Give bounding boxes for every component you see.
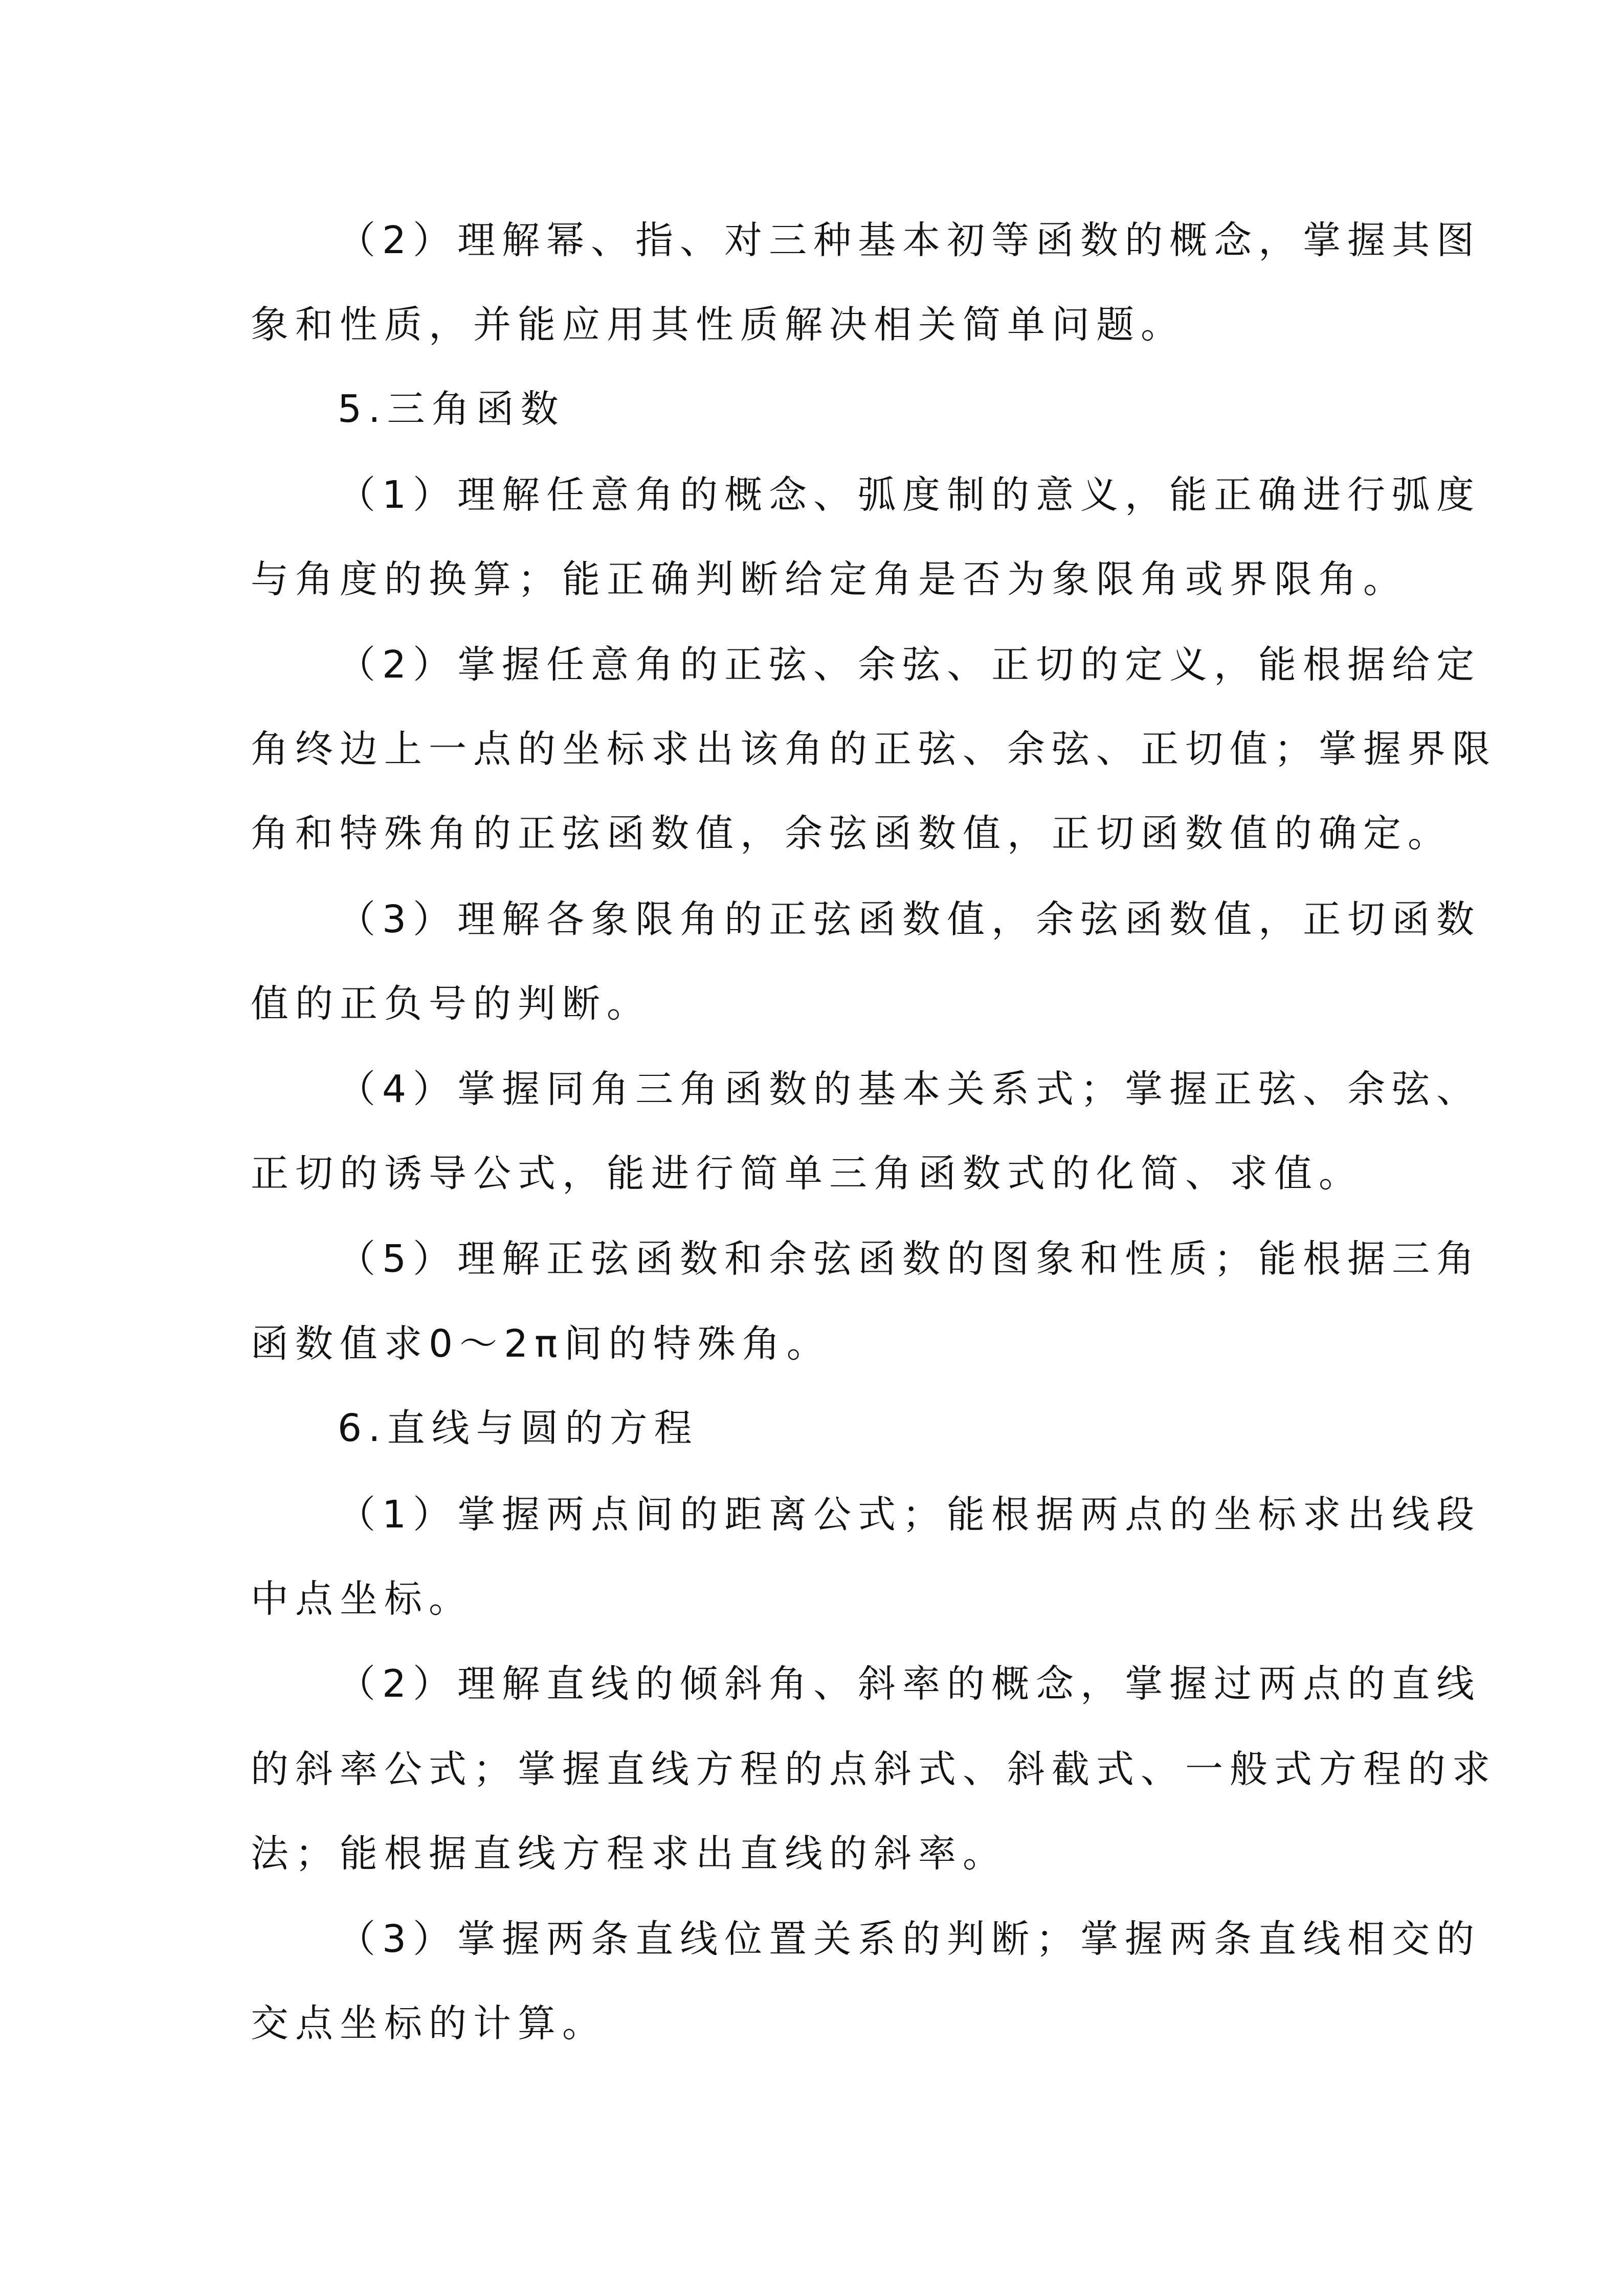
- paragraph-line: （4）掌握同角三角函数的基本关系式；掌握正弦、余弦、: [338, 1067, 1481, 1111]
- section-heading: 6.直线与圆的方程: [338, 1406, 699, 1450]
- paragraph-line: 函数值求0～2π间的特殊角。: [251, 1322, 831, 1366]
- paragraph-line: 中点坐标。: [251, 1577, 473, 1621]
- paragraph-line: 角和特殊角的正弦函数值，余弦函数值，正切函数值的确定。: [251, 812, 1452, 856]
- paragraph-line: （3）理解各象限角的正弦函数值，余弦函数值，正切函数: [338, 897, 1481, 941]
- paragraph-line: （5）理解正弦函数和余弦函数的图象和性质；能根据三角: [338, 1237, 1481, 1281]
- paragraph-line: 的斜率公式；掌握直线方程的点斜式、斜截式、一般式方程的求: [251, 1747, 1497, 1791]
- paragraph-line: 正切的诱导公式，能进行简单三角函数式的化简、求值。: [251, 1152, 1363, 1196]
- paragraph-line: 法；能根据直线方程求出直线的斜率。: [251, 1832, 1007, 1876]
- section-heading: 5.三角函数: [338, 387, 565, 431]
- paragraph-line: （1）理解任意角的概念、弧度制的意义，能正确进行弧度: [338, 473, 1481, 517]
- paragraph-line: （2）掌握任意角的正弦、余弦、正切的定义，能根据给定: [338, 643, 1481, 687]
- paragraph-line: （2）理解幂、指、对三种基本初等函数的概念，掌握其图: [338, 218, 1481, 262]
- paragraph-line: （1）掌握两点间的距离公式；能根据两点的坐标求出线段: [338, 1493, 1481, 1537]
- paragraph-line: 值的正负号的判断。: [251, 982, 651, 1026]
- paragraph-line: 象和性质，并能应用其性质解决相关简单问题。: [251, 303, 1185, 347]
- paragraph-line: 与角度的换算；能正确判断给定角是否为象限角或界限角。: [251, 557, 1408, 601]
- paragraph-line: （3）掌握两条直线位置关系的判断；掌握两条直线相交的: [338, 1917, 1481, 1961]
- paragraph-line: 交点坐标的计算。: [251, 2001, 607, 2045]
- paragraph-line: （2）理解直线的倾斜角、斜率的概念，掌握过两点的直线: [338, 1662, 1481, 1706]
- paragraph-line: 角终边上一点的坐标求出该角的正弦、余弦、正切值；掌握界限: [251, 727, 1497, 771]
